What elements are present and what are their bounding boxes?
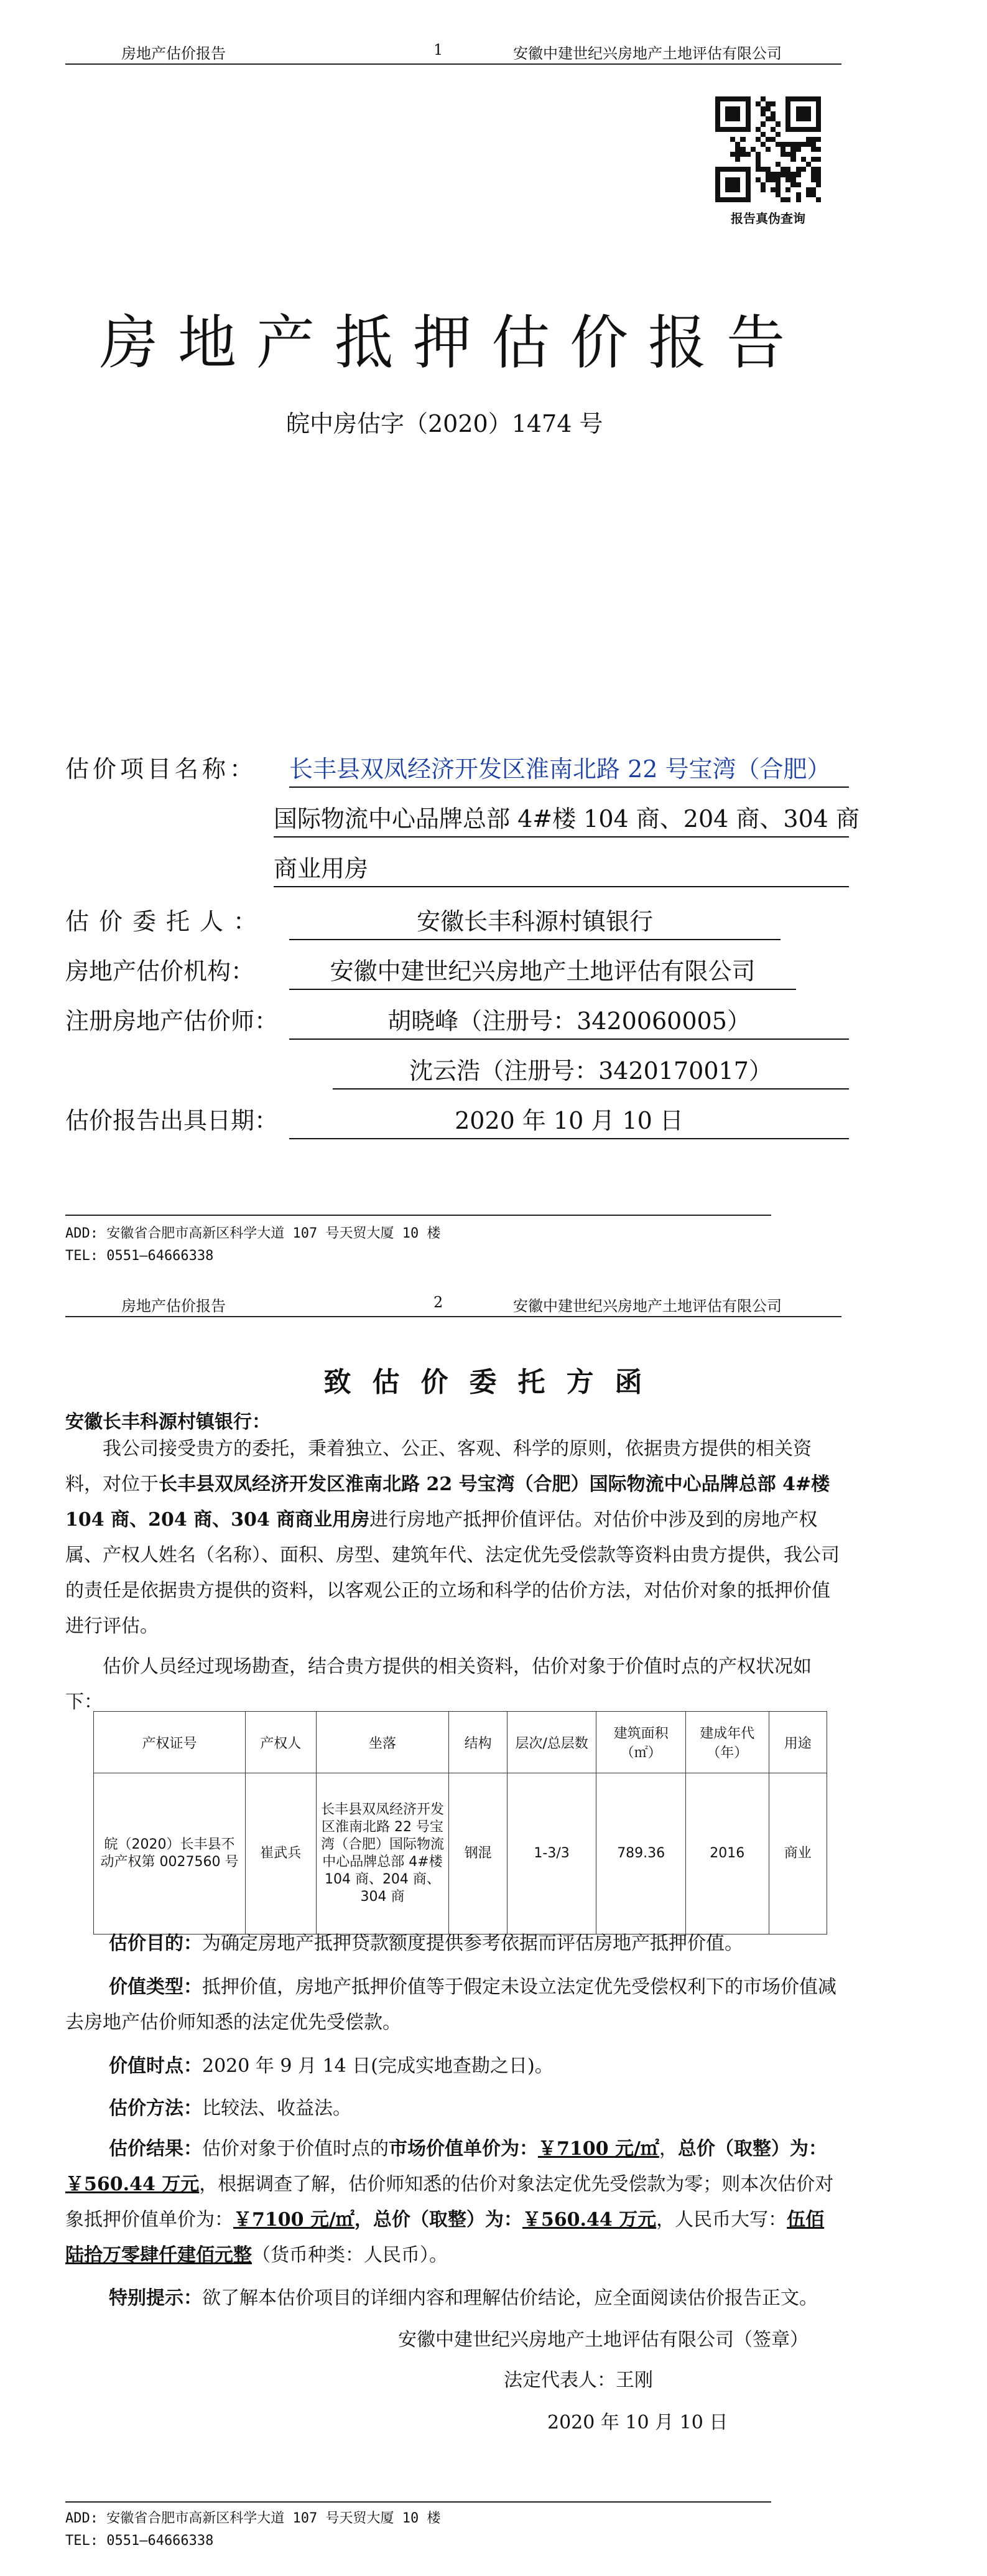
table-header-row <box>94 1712 827 1773</box>
qr-caption: 报告真伪查询 <box>731 211 805 226</box>
table-cell: 789.36 <box>596 1773 686 1934</box>
table-row <box>94 1773 827 1934</box>
value-type-item: 价值类型：抵押价值，房地产抵押价值等于假定未设立法定优先受偿权利下的市场价值减去房地产估价师知悉的法定优先受偿款。 <box>65 1976 836 2033</box>
page-number: 1 <box>433 41 443 58</box>
table-header-cell: 用途 <box>769 1712 827 1773</box>
footer-divider <box>65 1215 771 1216</box>
header-right-text: 安徽中建世纪兴房地产土地评估有限公司 <box>513 1297 782 1315</box>
result-item: 估价结果：估价对象于价值时点的市场价值单价为：￥7100 元/㎡，总价（取整）为：￥560.44 万元，根据调查了解，估价师知悉的估价对象法定优先受偿款为零；则本次估价对象抵押价值单价为：￥7100 元/㎡，总价（取整）为：￥560.44 万元，人民币大写：伍佰陆拾万零肆仟建佰元整（货币种类：人民币）。 <box>65 2138 834 2266</box>
qr-code-icon[interactable] <box>715 96 821 202</box>
footer-divider <box>65 2501 771 2503</box>
table-header-cell: 建成年代（年） <box>685 1712 769 1773</box>
appraiser-1: 胡晓峰（注册号：3420060005） <box>289 1002 849 1040</box>
project-line-2: 国际物流中心品牌总部 4#楼 104 商、204 商、304 商 <box>274 800 849 838</box>
table-cell: 商业 <box>769 1773 827 1934</box>
org-label: 房地产估价机构： <box>65 958 255 985</box>
project-line-3: 商业用房 <box>274 849 849 887</box>
signature-company: 安徽中建世纪兴房地产土地评估有限公司（签章） <box>398 2329 809 2351</box>
doc-number: 皖中房估字（2020）1474 号 <box>286 410 603 437</box>
client-label: 估价委托人： <box>65 908 267 935</box>
purpose-item: 估价目的：为确定房地产抵押贷款额度提供参考依据而评估房地产抵押价值。 <box>109 1933 743 1954</box>
property-table <box>93 1711 827 1934</box>
property-address: 长丰县双凤经济开发区淮南北路 22 号宝湾（合肥）国际物流中心品牌总部 4#楼 104 商、204 商、304 商商业用房 <box>65 1473 830 1531</box>
letter-greeting: 安徽长丰科源村镇银行： <box>65 1411 271 1433</box>
table-cell: 1-3/3 <box>507 1773 596 1934</box>
project-line-1: 长丰县双凤经济开发区淮南北路 22 号宝湾（合肥） <box>289 750 849 788</box>
appraiser-label: 注册房地产估价师： <box>65 1007 279 1035</box>
table-header-cell: 建筑面积（㎡） <box>596 1712 686 1773</box>
table-cell: 皖（2020）长丰县不动产权第 0027560 号 <box>94 1773 246 1934</box>
footer-address: ADD: 安徽省合肥市高新区科学大道 107 号天贸大厦 10 楼 <box>65 2511 441 2526</box>
header-right-text: 安徽中建世纪兴房地产土地评估有限公司 <box>513 45 782 62</box>
letter-paragraph-2: 估价人员经过现场勘查，结合贵方提供的相关资料，估价对象于价值时点的产权状况如下： <box>65 1656 812 1713</box>
date-label: 估价报告出具日期： <box>65 1107 279 1134</box>
footer-tel: TEL: 0551—64666338 <box>65 2533 214 2549</box>
table-cell: 长丰县双凤经济开发区淮南北路 22 号宝湾（合肥）国际物流中心品牌总部 4#楼 104 商、204 商、304 商 <box>316 1773 449 1934</box>
project-label: 估价项目名称： <box>65 755 257 783</box>
table-cell: 崔武兵 <box>246 1773 316 1934</box>
report-title: 房地产抵押估价报告 <box>100 309 805 377</box>
org-value: 安徽中建世纪兴房地产土地评估有限公司 <box>289 952 796 990</box>
page-header <box>65 39 841 65</box>
letter-paragraph-1: 我公司接受贵方的委托，秉着独立、公正、客观、科学的原则，依据贵方提供的相关资料，对位于长丰县双凤经济开发区淮南北路 22 号宝湾（合肥）国际物流中心品牌总部 4#楼 104 商、204 商、304 商商业用房进行房地产抵押价值评估。对估价中涉及到的房地产权属、产权人姓名（名称）、面积、房型、建筑年代、法定优先受偿款等资料由贵方提供，我公司的责任是依据贵方提供的资料，以客观公正的立场和科学的估价方法，对估价对象的抵押价值进行评估。 <box>65 1438 840 1637</box>
page-number: 2 <box>433 1294 443 1311</box>
header-left-text: 房地产估价报告 <box>121 1297 226 1315</box>
date-value: 2020 年 10 月 10 日 <box>289 1101 849 1139</box>
page-header <box>65 1291 841 1317</box>
footer-address: ADD: 安徽省合肥市高新区科学大道 107 号天贸大厦 10 楼 <box>65 1226 441 1241</box>
signature-representative: 法定代表人：王刚 <box>504 2369 653 2391</box>
table-cell: 2016 <box>685 1773 769 1934</box>
footer-tel: TEL: 0551—64666338 <box>65 1248 214 1264</box>
signature-date: 2020 年 10 月 10 日 <box>547 2412 728 2434</box>
table-header-cell: 层次/总层数 <box>507 1712 596 1773</box>
special-tip-item: 特别提示：欲了解本估价项目的详细内容和理解估价结论，应全面阅读估价报告正文。 <box>109 2287 818 2309</box>
table-cell: 钢混 <box>449 1773 507 1934</box>
table-header-cell: 坐落 <box>316 1712 449 1773</box>
header-left-text: 房地产估价报告 <box>121 45 226 62</box>
client-value: 安徽长丰科源村镇银行 <box>289 902 781 940</box>
value-time-item: 价值时点：2020 年 9 月 14 日(完成实地查勘之日)。 <box>109 2055 554 2077</box>
table-header-cell: 产权人 <box>246 1712 316 1773</box>
table-header-cell: 结构 <box>449 1712 507 1773</box>
table-header-cell: 产权证号 <box>94 1712 246 1773</box>
method-item: 估价方法：比较法、收益法。 <box>109 2098 351 2119</box>
letter-title: 致估价委托方函 <box>323 1366 664 1398</box>
appraiser-2: 沈云浩（注册号：3420170017） <box>333 1052 849 1090</box>
